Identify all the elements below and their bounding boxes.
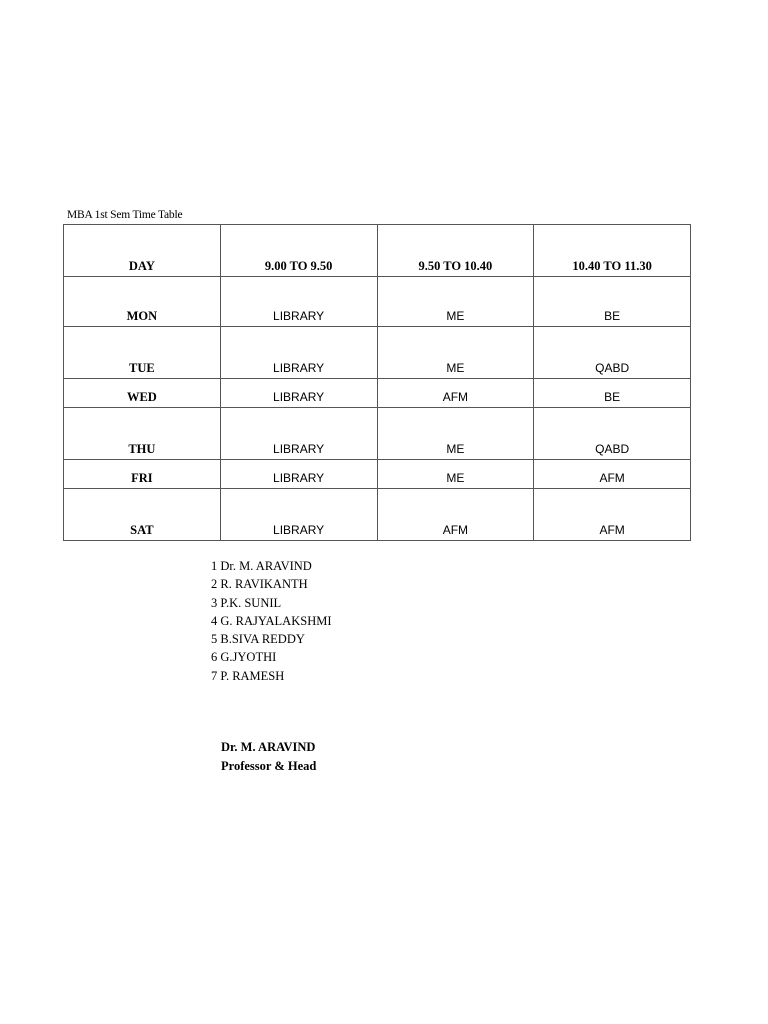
slot-cell: AFM [377,379,534,408]
faculty-item: 5 B.SIVA REDDY [211,632,305,647]
slot-cell: LIBRARY [220,277,377,327]
slot-cell: BE [534,277,691,327]
slot-cell: LIBRARY [220,489,377,541]
slot-cell: AFM [534,460,691,489]
header-slot-1: 9.00 TO 9.50 [220,225,377,277]
signature-block [221,738,316,775]
faculty-item: 3 P.K. SUNIL [211,595,282,610]
slot-cell: QABD [534,408,691,460]
faculty-list [211,557,332,685]
timetable [63,224,691,541]
faculty-item: 7 P. RAMESH [211,668,285,683]
slot-cell: AFM [377,489,534,541]
slot-cell: LIBRARY [220,408,377,460]
table-row [64,460,691,489]
faculty-item: 6 G.JYOTHI [211,650,277,665]
table-row [64,277,691,327]
day-cell: SAT [64,489,221,541]
table-row [64,489,691,541]
header-day: DAY [64,225,221,277]
timetable-title: MBA 1st Sem Time Table [67,209,183,221]
slot-cell: LIBRARY [220,327,377,379]
table-row [64,379,691,408]
slot-cell: ME [377,408,534,460]
table-row [64,327,691,379]
slot-cell: ME [377,327,534,379]
faculty-item: 4 G. RAJYALAKSHMI [211,613,332,628]
slot-cell: AFM [534,489,691,541]
header-slot-2: 9.50 TO 10.40 [377,225,534,277]
day-cell: MON [64,277,221,327]
day-cell: WED [64,379,221,408]
day-cell: TUE [64,327,221,379]
faculty-item: 2 R. RAVIKANTH [211,577,308,592]
faculty-item: 1 Dr. M. ARAVIND [211,559,312,573]
slot-cell: LIBRARY [220,379,377,408]
slot-cell: LIBRARY [220,460,377,489]
slot-cell: BE [534,379,691,408]
slot-cell: QABD [534,327,691,379]
day-cell: THU [64,408,221,460]
signatory-designation: Professor & Head [221,758,317,773]
timetable-header-row [64,225,691,277]
table-row [64,408,691,460]
slot-cell: ME [377,277,534,327]
slot-cell: ME [377,460,534,489]
header-slot-3: 10.40 TO 11.30 [534,225,691,277]
day-cell: FRI [64,460,221,489]
signatory-name: Dr. M. ARAVIND [221,740,316,754]
